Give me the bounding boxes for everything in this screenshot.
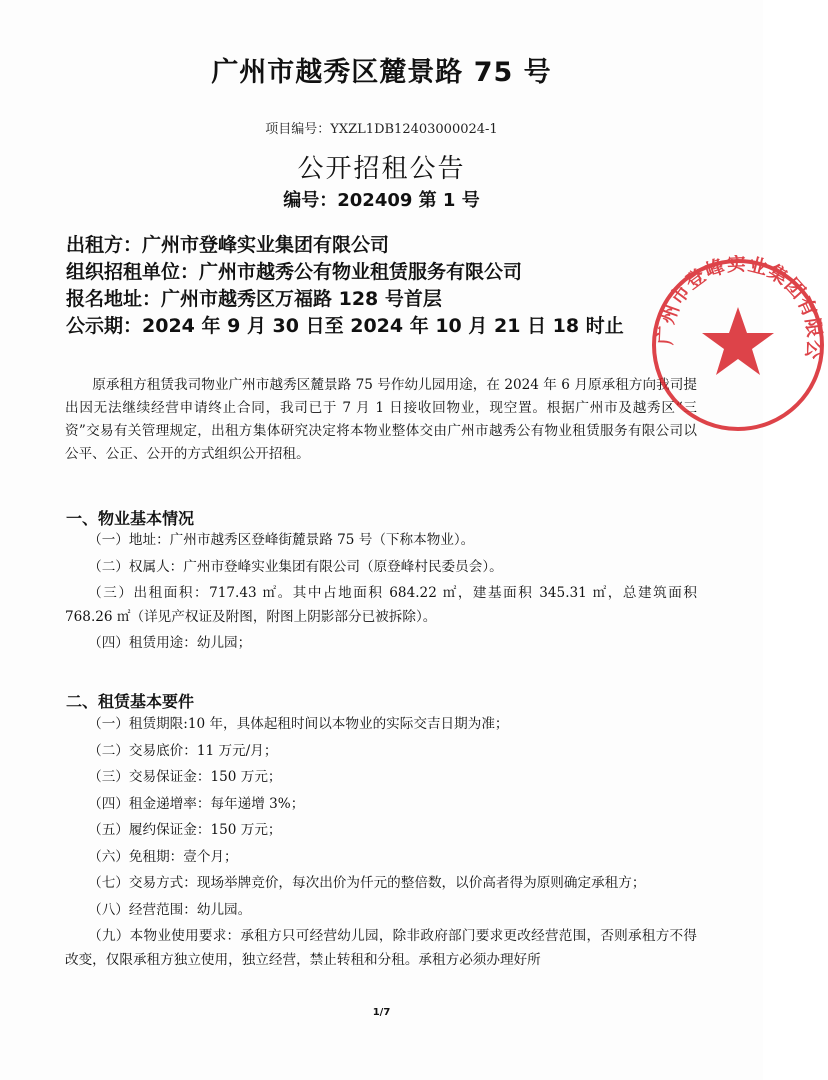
list-item: （五）履约保证金：150 万元； [88, 822, 282, 838]
list-item: （一）租赁期限:10 年，具体起租时间以本物业的实际交吉日期为准； [88, 716, 509, 732]
project-number: 项目编号：YXZL1DB12403000024-1 [265, 122, 498, 137]
lessor-line: 出租方：广州市登峰实业集团有限公司 [66, 234, 390, 256]
list-item: （三）出租面积：717.43 ㎡。其中占地面积 684.22 ㎡，建基面积 345.31 ㎡，总建筑面积 768.26 ㎡（详见产权证及附图，附图上阴影部分已被拆除）。 [65, 585, 697, 625]
notice-number: 编号：202409 第 1 号 [283, 190, 480, 211]
section-heading-lease-terms: 二、租赁基本要件 [66, 692, 195, 711]
property-info-list [65, 529, 697, 659]
list-item: （八）经营范围：幼儿园。 [88, 901, 252, 918]
document-title: 广州市越秀区麓景路 75 号 [211, 57, 552, 88]
organizer-line: 组织招租单位：广州市越秀公有物业租赁服务有限公司 [66, 261, 523, 283]
lease-terms-list [65, 713, 697, 975]
list-item: （四）租赁用途：幼儿园； [88, 635, 252, 651]
intro-paragraph: 原承租方租赁我司物业广州市越秀区麓景路 75 号作幼儿园用途，在 2024 年 6 月原承租方向我司提出因无法继续经营申请终止合同，我司已于 7 月 1 日接收回物业，现空置。根据广州市及越秀区“三资”交易有关管理规定，出租方集体研究决定将本物业整体交由广州市越秀公有物业租赁服务有限公司以公平、公正、公开的方式组织公开招租。 [65, 377, 697, 462]
list-item: （一）地址：广州市越秀区登峰街麓景路 75 号（下称本物业）。 [88, 532, 475, 548]
company-seal-stamp [648, 255, 828, 435]
list-item: （七）交易方式：现场举牌竞价，每次出价为仟元的整倍数，以价高者得为原则确定承租方； [88, 875, 646, 891]
seal-star-icon [702, 307, 774, 375]
list-item: （二）交易底价：11 万元/月； [88, 742, 278, 759]
publicity-period-line: 公示期：2024 年 9 月 30 日至 2024 年 10 月 21 日 18 时止 [66, 315, 624, 337]
section-heading-property-info: 一、物业基本情况 [66, 509, 195, 528]
seal-text: 广州市登峰实业集团有限公 [654, 255, 826, 362]
list-item: （三）交易保证金：150 万元； [88, 769, 282, 785]
notice-title: 公开招租公告 [297, 154, 466, 184]
list-item: （六）免租期：壹个月； [88, 848, 238, 865]
notice-info-block [66, 232, 666, 340]
page-number: 1/7 [372, 1007, 391, 1018]
list-item: （九）本物业使用要求：承租方只可经营幼儿园，除非政府部门要求更改经营范围，否则承租方不得改变，仅限承租方独立使用，独立经营，禁止转租和分租。承租方必须办理好所 [65, 928, 697, 968]
seal-graphic [648, 255, 828, 435]
registration-address-line: 报名地址：广州市越秀区万福路 128 号首层 [66, 288, 442, 310]
list-item: （二）权属人：广州市登峰实业集团有限公司（原登峰村民委员会）。 [88, 558, 503, 575]
list-item: （四）租金递增率：每年递增 3%； [88, 795, 305, 812]
